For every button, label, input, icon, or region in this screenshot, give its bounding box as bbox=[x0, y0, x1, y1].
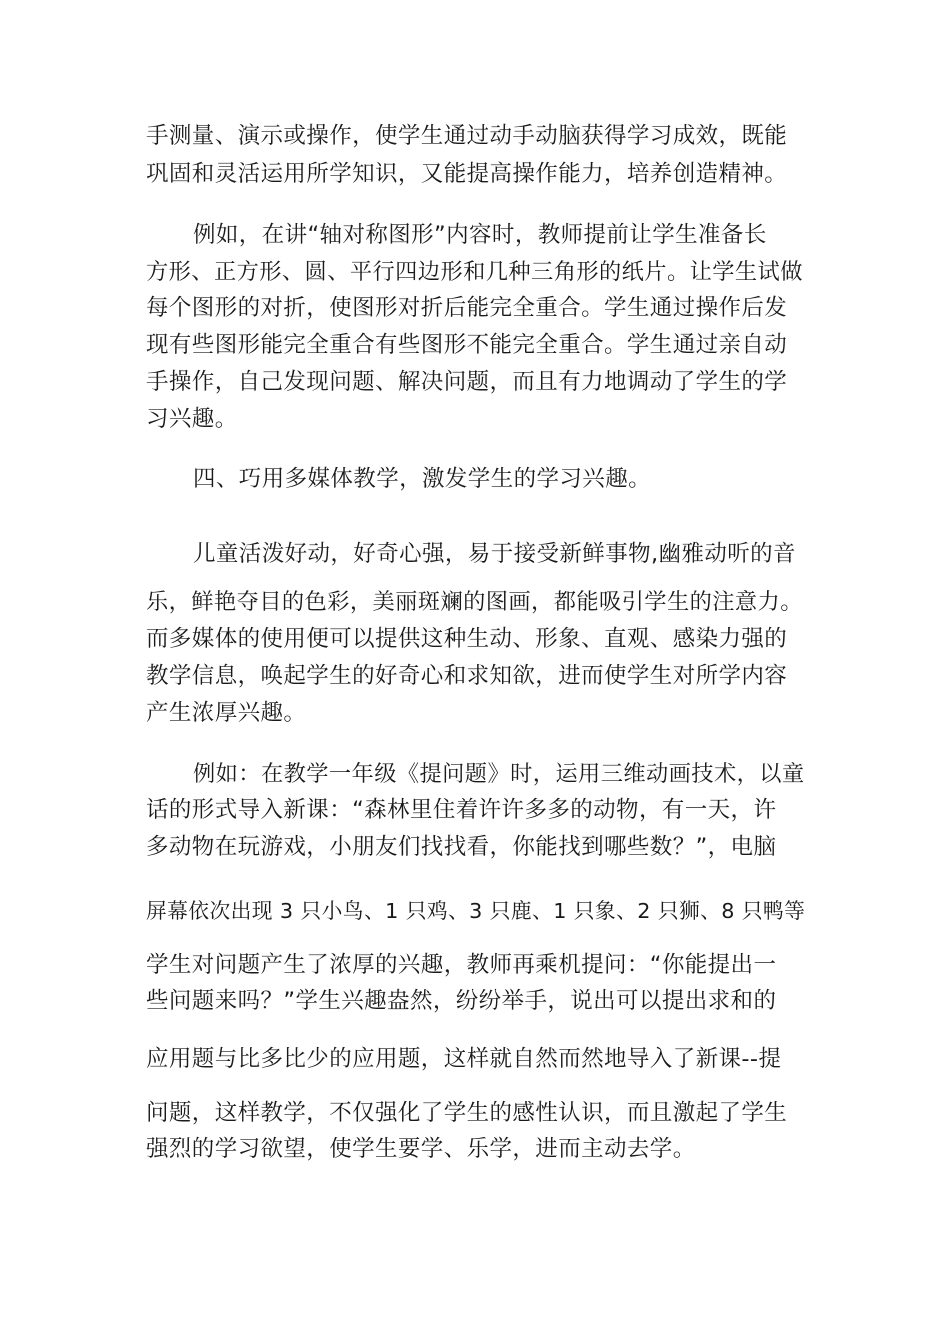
text-line: 每个图形的对折，使图形对折后能完全重合。学生通过操作后发 bbox=[146, 295, 788, 321]
text-line: 手测量、演示或操作，使学生通过动手动脑获得学习成效，既能 bbox=[146, 123, 788, 149]
text-line: 多动物在玩游戏，小朋友们找找看，你能找到哪些数？”，电脑 bbox=[146, 834, 777, 860]
text-line: 习兴趣。 bbox=[146, 406, 238, 432]
text-line: 例如：在教学一年级《提问题》时，运用三维动画技术，以童 bbox=[193, 761, 805, 787]
text-line: 产生浓厚兴趣。 bbox=[146, 700, 307, 726]
text-line: 方形、正方形、圆、平行四边形和几种三角形的纸片。让学生试做 bbox=[146, 259, 803, 285]
text-line: 教学信息，唤起学生的好奇心和求知欲，进而使学生对所学内容 bbox=[146, 663, 788, 689]
text-line: 而多媒体的使用便可以提供这种生动、形象、直观、感染力强的 bbox=[146, 626, 788, 652]
text-line: 例如，在讲“轴对称图形”内容时，教师提前让学生准备长 bbox=[193, 222, 767, 248]
text-line: 现有些图形能完全重合有些图形不能完全重合。学生通过亲自动 bbox=[146, 332, 788, 358]
text-line: 话的形式导入新课：“森林里住着许许多多的动物，有一天，许 bbox=[146, 797, 777, 823]
text-line: 学生对问题产生了浓厚的兴趣，教师再乘机提问：“你能提出一 bbox=[146, 952, 777, 978]
text-line: 屏幕依次出现 3 只小鸟、1 只鸡、3 只鹿、1 只象、2 只狮、8 只鸭等 bbox=[146, 899, 806, 923]
text-line: 巩固和灵活运用所学知识，又能提高操作能力，培养创造精神。 bbox=[146, 161, 788, 187]
text-line: 乐，鲜艳夺目的色彩，美丽斑斓的图画，都能吸引学生的注意力。 bbox=[146, 589, 803, 615]
text-line: 些问题来吗？”学生兴趣盎然，纷纷举手，说出可以提出求和的 bbox=[146, 988, 777, 1014]
section-heading: 四、巧用多媒体教学，激发学生的学习兴趣。 bbox=[193, 466, 652, 492]
text-line: 手操作，自己发现问题、解决问题，而且有力地调动了学生的学 bbox=[146, 369, 788, 395]
text-line: 问题，这样教学，不仅强化了学生的感性认识，而且激起了学生 bbox=[146, 1100, 788, 1126]
text-line: 儿童活泼好动，好奇心强，易于接受新鲜事物,幽雅动听的音 bbox=[193, 541, 796, 567]
text-line: 应用题与比多比少的应用题，这样就自然而然地导入了新课--提 bbox=[146, 1046, 782, 1072]
text-line: 强烈的学习欲望，使学生要学、乐学，进而主动去学。 bbox=[146, 1136, 696, 1162]
